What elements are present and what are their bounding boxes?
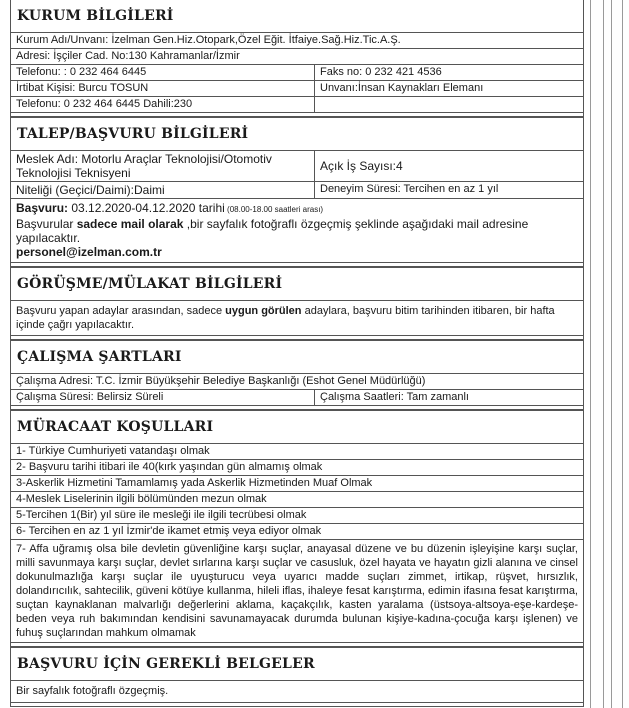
muracaat-item-7: 7- Affa uğramış olsa bile devletin güvenliğine karşı suçlar, anayasal düzene ve bu düzenin işleyişine karşı suçlar, milli savunmaya karşı suçlar, devlet sırlarına karşı suçlar ve casusluk, özel hayata ve hayatın gizli alanına ve cinsel dokunulmazlığa karşı suçlar ile uyuşturucu veya uyarıcı madde suçları zimmet, irtikap, rüşvet, hırsızlık, dolandırıcılık, sahtecilik, güveni kötüye kullanma, hileli iflas, ihaleye fesat karıştırma, edimin ifasına fesat karıştırma, suçtan kaynaklanan malvarlığı değerlerini aklama, kaçakçılık, kasten yaralama (üstsoya-altsoya-eşe-kardeşe-beden veya ruh bakımından kendisini savunamayacak durumda bulunan kişiye-kadına-çocuğa karşı işlenen) ve fuhuş suçlarından mahkum olmamak [16,543,578,639]
talep-meslek: Meslek Adı: Motorlu Araçlar Teknolojisi/Otomotiv Teknolojisi Teknisyeni [11,151,315,181]
kurum-title: KURUM BİLGİLERİ [11,0,583,33]
muracaat-item-6: 6- Tercihen en az 1 yıl İzmir'de ikamet etmiş veya ediyor olmak [16,525,322,537]
calisma-title: ÇALIŞMA ŞARTLARI [11,341,583,374]
belgeler-item: Bir sayfalık fotoğraflı özgeçmiş. [16,685,169,697]
kurum-unvan: Kurum Adı/Unvanı: İzelman Gen.Hiz.Otopark,Özel Eğit. İtfaiye.Sağ.Hiz.Tic.A.Ş. [16,34,401,46]
kurum-faks: Faks no: 0 232 421 4536 [320,66,442,78]
talep-email-link[interactable]: personel@izelman.com.tr [16,245,162,259]
calisma-adres: Çalışma Adresi: T.C. İzmir Büyükşehir Belediye Başkanlığı (Eshot Genel Müdürlüğü) [16,375,426,387]
muracaat-item-2: 2- Başvuru tarihi itibari ile 40(kırk yaşından gün almamış olmak [16,461,323,473]
talep-basvuru-hours: (08.00-18.00 saatleri arası) [224,205,324,214]
muracaat-item-4: 4-Meslek Liselerinin ilgili bölümünden mezun olmak [16,493,267,505]
talep-mail-note: Başvurular sadece mail olarak ,bir sayfalık fotoğraflı özgeçmiş şeklinde aşağıdaki mail adresine yapılacaktır. [16,217,529,245]
kurum-adres: Adresi: İşçiler Cad. No:130 Kahramanlar/İzmir [16,50,240,62]
kurum-irtibat-unvan: Unvanı:İnsan Kaynakları Elemanı [320,82,484,94]
kurum-irtibat: İrtibat Kişisi: Burcu TOSUN [11,81,315,96]
gorusme-section [10,267,584,340]
talep-title: TALEP/BAŞVURU BİLGİLERİ [11,118,583,151]
muracaat-title: MÜRACAAT KOŞULLARI [11,411,583,444]
document-form [10,0,584,707]
muracaat-item-3: 3-Askerlik Hizmetini Tamamlamış yada Askerlik Hizmetinden Muaf Olmak [16,477,373,489]
talep-niteligi: Niteliği (Geçici/Daimi):Daimi [11,182,315,198]
calisma-sure: Çalışma Süresi: Belirsiz Süreli [11,390,315,405]
talep-basvuru: Başvuru: 03.12.2020-04.12.2020 tarihi (08.00-18.00 saatleri arası) [16,201,324,215]
talep-section [10,117,584,267]
belgeler-section [10,647,584,707]
kurum-telefon-2: Telefonu: 0 232 464 6445 Dahili:230 [11,97,315,112]
gorusme-text: Başvuru yapan adaylar arasından, sadece uygun görülen adaylara, başvuru bitim tarihinden itibaren, bir hafta içinde çağrı yapılacaktır. [16,305,555,331]
kurum-telefon: Telefonu: : 0 232 464 6445 [11,65,315,80]
muracaat-item-1: 1- Türkiye Cumhuriyeti vatandaşı olmak [16,445,210,457]
kurum-section [10,0,584,117]
talep-acik-is: Açık İş Sayısı:4 [320,159,403,173]
calisma-section [10,340,584,410]
belgeler-title: BAŞVURU İÇİN GEREKLİ BELGELER [11,648,583,681]
muracaat-item-5: 5-Tercihen 1(Bir) yıl süre ile mesleği ile ilgili tecrübesi olmak [16,509,307,521]
calisma-saat: Çalışma Saatleri: Tam zamanlı [320,391,469,403]
talep-deneyim: Deneyim Süresi: Tercihen en az 1 yıl [320,183,499,195]
muracaat-section [10,410,584,647]
gorusme-title: GÖRÜŞME/MÜLAKAT BİLGİLERİ [11,268,583,301]
margin-strip [584,0,629,708]
